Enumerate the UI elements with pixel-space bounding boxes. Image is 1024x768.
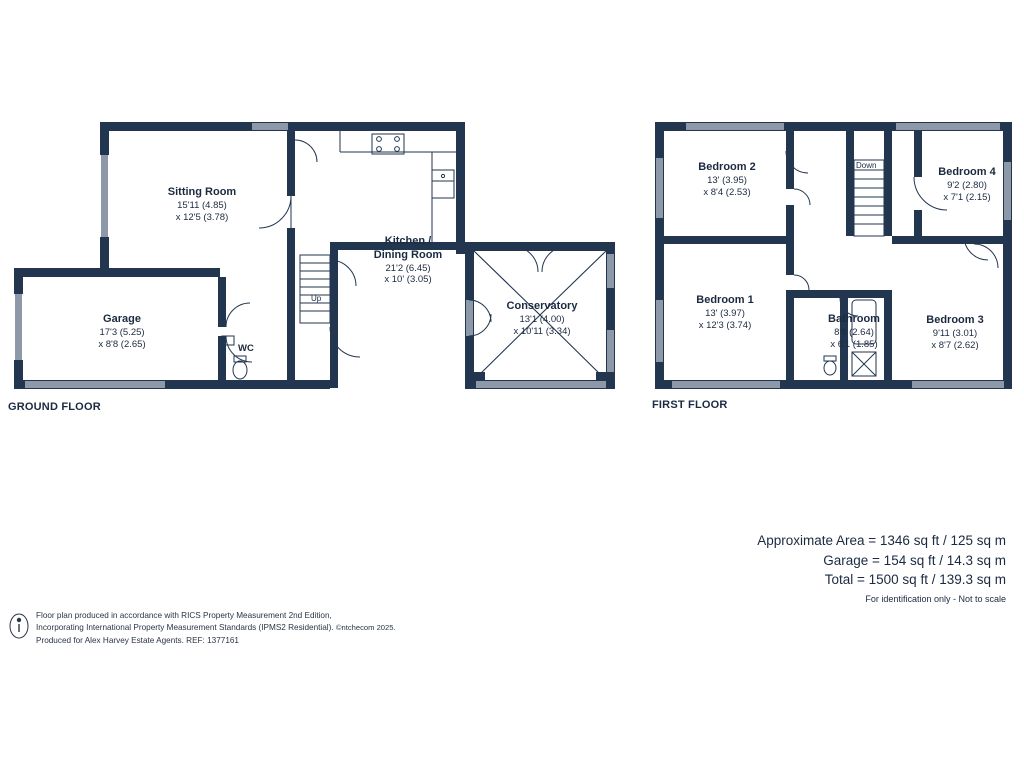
room-label-bedroom-2 (672, 161, 782, 199)
stair-direction-down: Down (856, 161, 877, 170)
room-dim-metric: x 8'7 (2.62) (931, 339, 979, 351)
approximate-area-text: Approximate Area = 1346 sq ft / 125 sq m (757, 533, 1006, 548)
ground-floor-title: GROUND FLOOR (8, 401, 101, 413)
room-name: Bedroom 3 (926, 314, 984, 326)
room-dim-imperial: 13' (3.97) (705, 307, 745, 319)
footer-line-3: Produced for Alex Harvey Estate Agents. REF: 1377161 (36, 635, 239, 645)
room-dim-imperial: 9'11 (3.01) (932, 327, 978, 339)
room-dim-imperial: 21'2 (6.45) (385, 262, 431, 274)
room-dim-imperial: 8'8 (2.64) (834, 326, 874, 338)
room-label-bedroom-3 (900, 314, 1010, 352)
room-dim-imperial: 17'3 (5.25) (99, 326, 145, 338)
brand-name: ntchecom 2025. (341, 623, 396, 633)
room-name: Bedroom 4 (938, 166, 996, 178)
garage-area-text: Garage = 154 sq ft / 14.3 sq m (823, 552, 1006, 568)
room-dim-imperial: 13'1 (4.00) (519, 313, 565, 325)
room-dim-metric: x 8'4 (2.53) (703, 186, 751, 198)
room-dim-metric: x 8'8 (2.65) (98, 338, 146, 350)
room-label-bathroom (804, 313, 904, 351)
footer-line-2: Incorporating International Property Measurement Standards (IPMS2 Residential). (36, 623, 334, 633)
total-area-text: Total = 1500 sq ft / 139.3 sq m (824, 572, 1006, 588)
room-label-wc: WC (238, 343, 254, 354)
room-label-bedroom-4 (912, 166, 1022, 204)
room-dim-imperial: 9'2 (2.80) (947, 179, 987, 191)
room-label-garage (52, 313, 192, 351)
first-floor-title: FIRST FLOOR (652, 399, 728, 411)
room-name: Sitting Room (167, 186, 237, 198)
room-dim-metric: x 12'3 (3.74) (698, 319, 752, 331)
room-dim-metric: x 6'1 (1.85) (830, 338, 878, 350)
room-label-kitchen-dining-room (330, 235, 486, 286)
footer-disclaimer (36, 610, 596, 647)
room-name: Garage (103, 313, 141, 325)
room-dim-metric: x 12'5 (3.78) (175, 211, 229, 223)
room-name: Bathroom (828, 313, 880, 325)
room-label-sitting-room (128, 186, 276, 224)
room-name: Bedroom 2 (698, 161, 756, 173)
footer-line-1: Floor plan produced in accordance with RICS Property Measurement 2nd Edition, (36, 611, 332, 620)
room-name: Bedroom 1 (696, 294, 754, 306)
room-name: Conservatory (506, 300, 578, 312)
footer-line-2-wrap (36, 622, 596, 634)
identification-note: For identification only - Not to scale (865, 593, 1006, 604)
copyright-symbol: © (335, 623, 342, 633)
room-name-2: Dining Room (373, 248, 443, 261)
room-dim-imperial: 13' (3.95) (707, 174, 747, 186)
room-dim-metric: x 7'1 (2.15) (943, 191, 991, 203)
room-dim-metric: x 10'11 (3.34) (513, 325, 571, 337)
area-summary (757, 531, 1006, 606)
room-label-conservatory (468, 300, 616, 338)
room-name: Kitchen / (384, 235, 432, 247)
measurement-icon (10, 614, 28, 638)
room-dim-imperial: 15'11 (4.85) (177, 199, 227, 211)
room-label-bedroom-1 (670, 294, 780, 332)
stair-direction-up: Up (311, 294, 322, 303)
room-dim-metric: x 10' (3.05) (384, 274, 432, 286)
